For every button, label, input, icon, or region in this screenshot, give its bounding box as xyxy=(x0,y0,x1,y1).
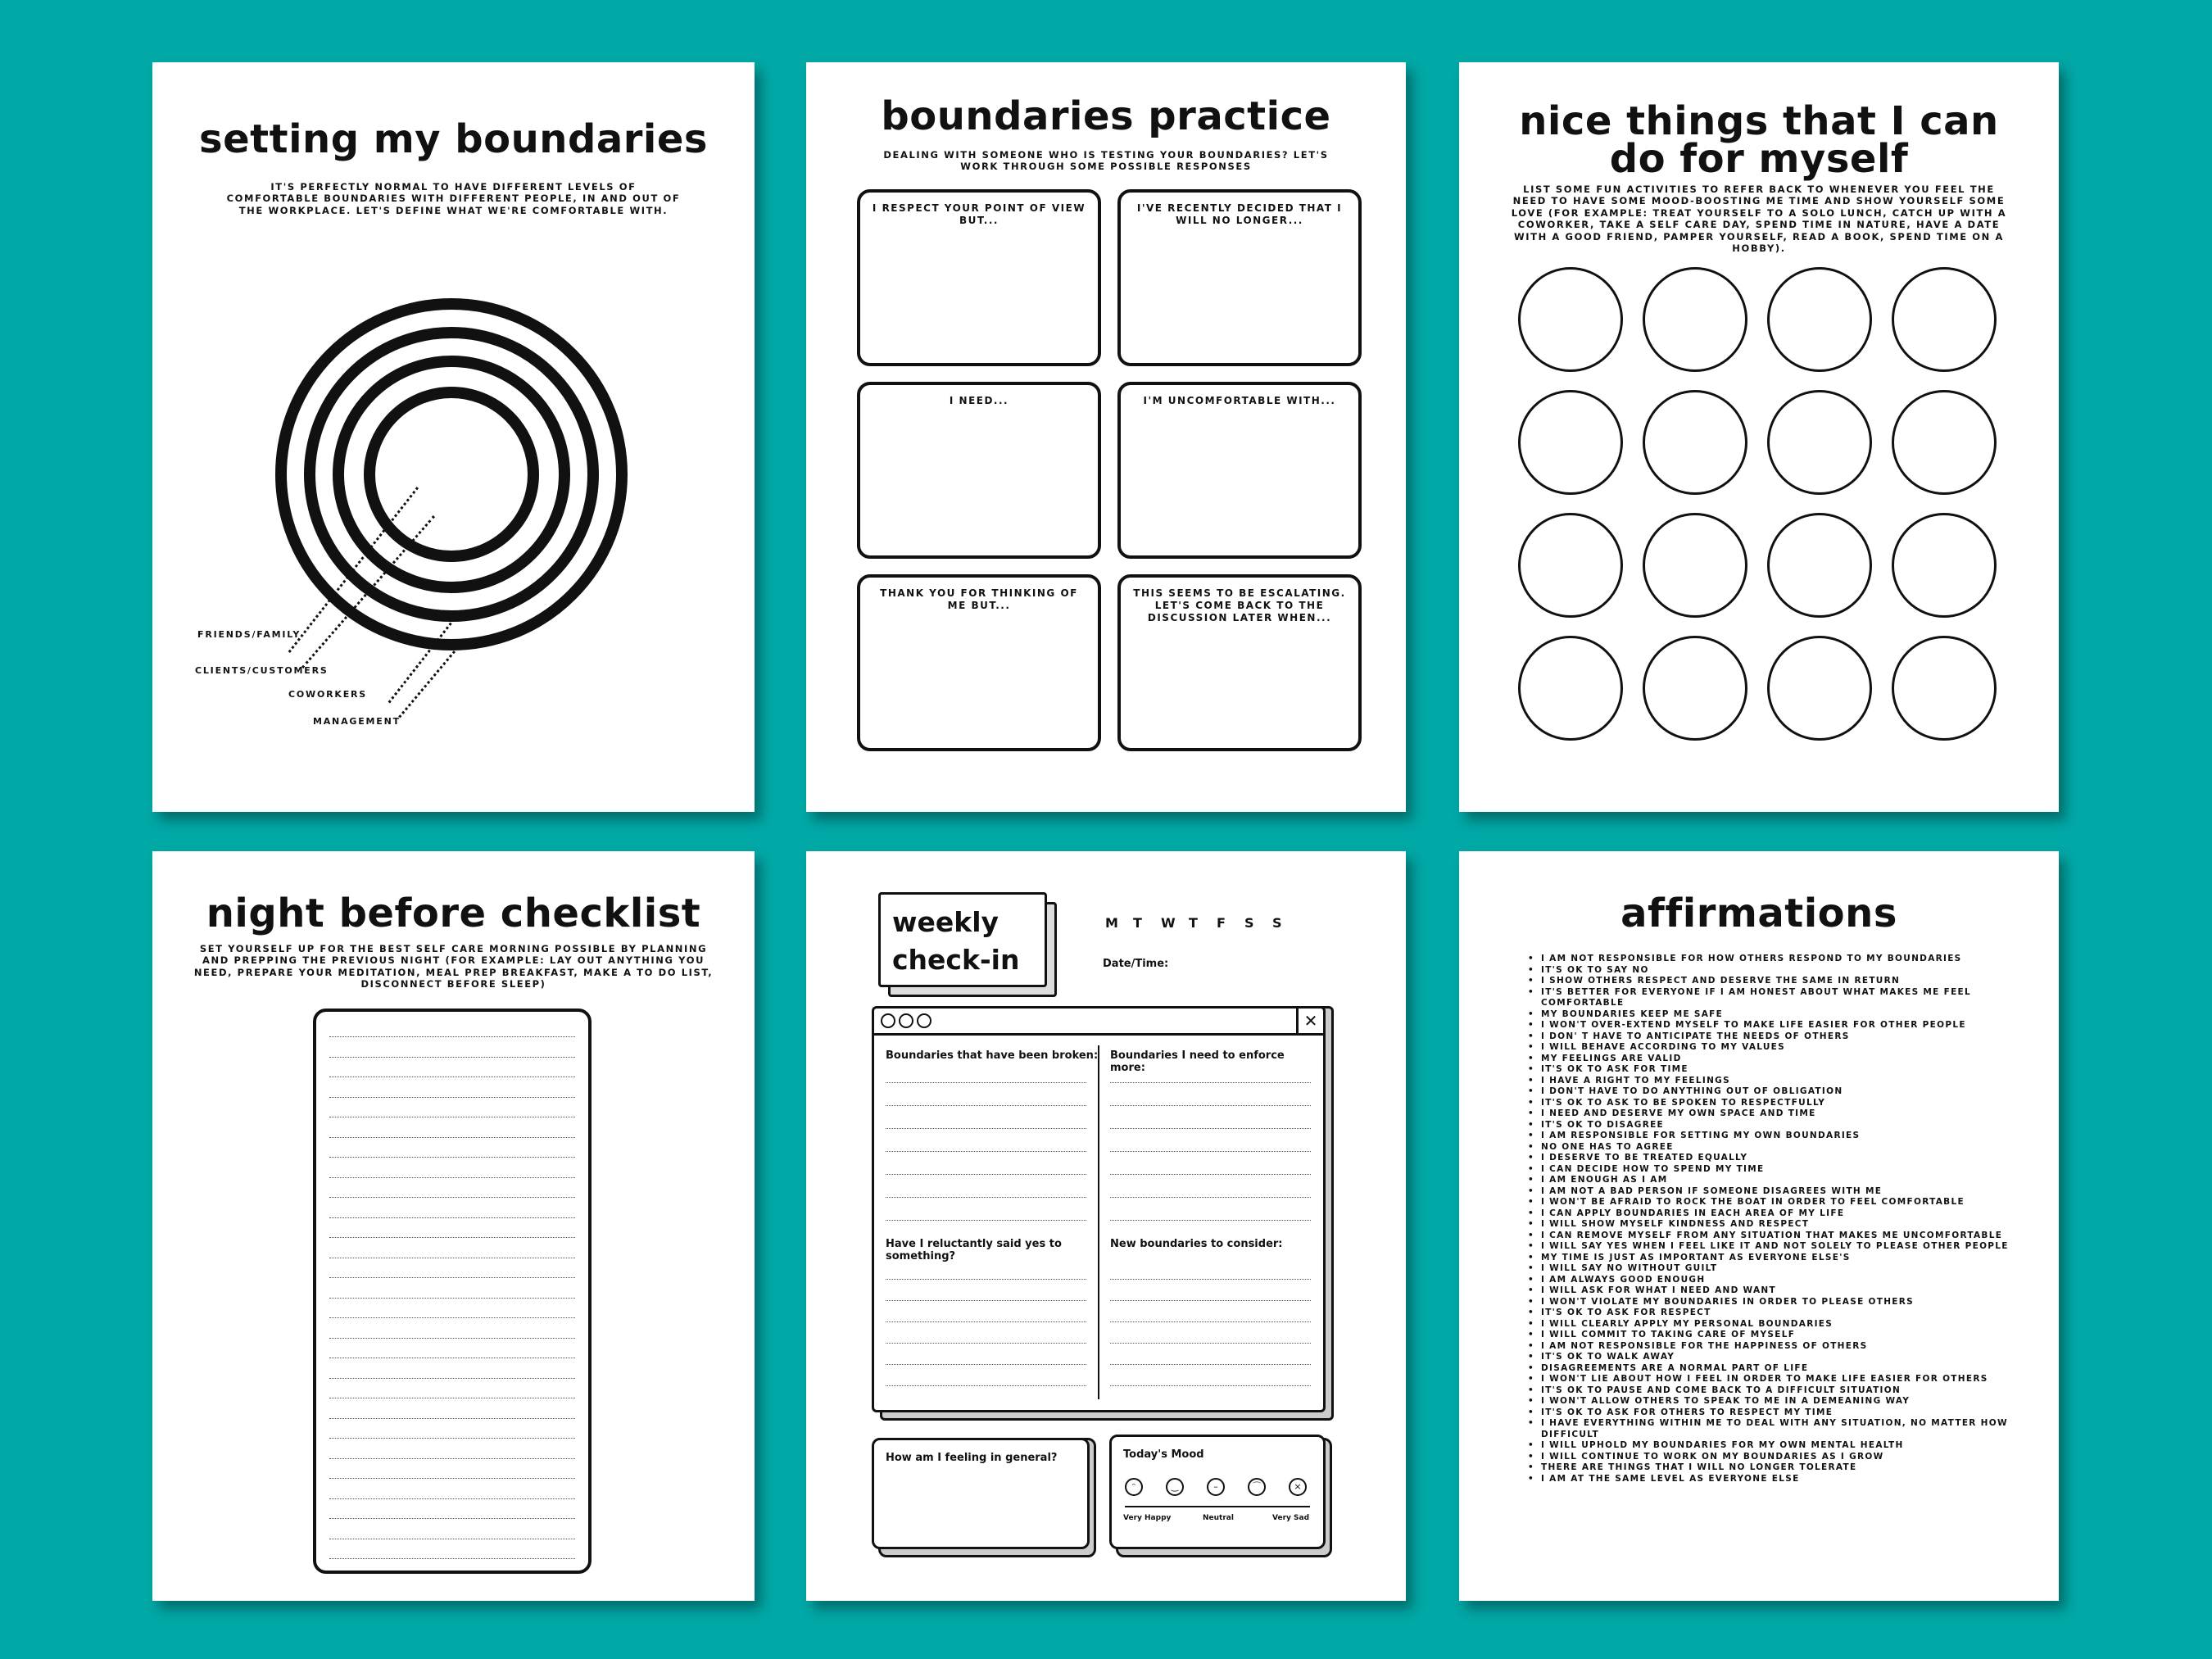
close-icon[interactable]: ✕ xyxy=(1296,1009,1323,1033)
neutral-face-icon[interactable]: – xyxy=(1207,1478,1225,1496)
checklist-line xyxy=(329,1498,575,1499)
label-management: MANAGEMENT xyxy=(313,716,401,727)
affirmation-item: • I WILL COMMIT TO TAKING CARE OF MYSELF xyxy=(1528,1330,2019,1341)
affirmation-item: • MY FEELINGS ARE VALID xyxy=(1528,1054,2019,1065)
writing-line xyxy=(1110,1343,1311,1344)
mood-label-very-sad: Very Sad xyxy=(1272,1514,1310,1522)
writing-line xyxy=(886,1343,1086,1344)
window-dot-icon xyxy=(881,1013,895,1028)
writing-line xyxy=(886,1082,1086,1083)
affirmation-item: • I WILL ASK FOR WHAT I NEED AND WANT xyxy=(1528,1285,2019,1297)
affirmation-item: • I NEED AND DESERVE MY OWN SPACE AND TIME xyxy=(1528,1108,2019,1120)
title-line-2: check-in xyxy=(892,944,1020,976)
writing-line xyxy=(886,1105,1086,1106)
writing-line xyxy=(1110,1279,1311,1280)
writing-line xyxy=(1110,1151,1311,1152)
checklist-line xyxy=(329,1097,575,1098)
window-dot-icon xyxy=(899,1013,913,1028)
checklist-line xyxy=(329,1378,575,1379)
weekday-letter[interactable]: T xyxy=(1189,915,1198,931)
writing-line xyxy=(886,1385,1086,1386)
writing-line xyxy=(1110,1128,1311,1129)
writing-line xyxy=(886,1220,1086,1221)
writing-line xyxy=(886,1197,1086,1198)
box-label: I'VE RECENTLY DECIDED THAT I WILL NO LONGER... xyxy=(1136,202,1343,226)
affirmation-item: • I DON' T HAVE TO ANTICIPATE THE NEEDS OF OTHERS xyxy=(1528,1031,2019,1043)
writing-line xyxy=(1110,1220,1311,1221)
affirmation-item: • I SHOW OTHERS RESPECT AND DESERVE THE SAME IN RETURN xyxy=(1528,976,2019,987)
leader-line xyxy=(398,650,456,718)
affirmation-item: • MY BOUNDARIES KEEP ME SAFE xyxy=(1528,1009,2019,1021)
sad-face-icon[interactable]: ⌒ xyxy=(1248,1478,1266,1496)
box-label: THIS SEEMS TO BE ESCALATING. LET'S COME BACK TO THE DISCUSSION LATER WHEN... xyxy=(1133,587,1346,623)
checklist-line xyxy=(329,1317,575,1318)
writing-line xyxy=(1110,1321,1311,1322)
window-divider xyxy=(1098,1045,1099,1399)
box-label: I NEED... xyxy=(949,395,1009,406)
affirmation-item: • IT'S OK TO ASK FOR RESPECT xyxy=(1528,1308,2019,1319)
writing-line xyxy=(1110,1082,1311,1083)
response-box[interactable] xyxy=(1117,574,1362,751)
checklist-line xyxy=(329,1338,575,1339)
affirmation-item: • I AM NOT A BAD PERSON IF SOMEONE DISAGREES WITH ME xyxy=(1528,1186,2019,1198)
writing-line xyxy=(886,1174,1086,1175)
page-intro: LIST SOME FUN ACTIVITIES TO REFER BACK TO WHENEVER YOU FEEL THE NEED TO HAVE SOME MOOD-BOOSTING ME TIME AND SHOW YOURSELF SOME LOVE (FOR EXAMPLE: TREAT YOURSELF TO A SOLO LUNCH, CATCH UP WITH A COWORKER, TAKE A SELF CARE DAY, SPEND TIME IN NATURE, HAVE A DATE WITH A GOOD FRIEND, PAMPER YOURSELF, READ A BOOK, SPEND TIME ON A HOBBY). xyxy=(1511,184,2007,254)
question-broken: Boundaries that have been broken: xyxy=(886,1049,1099,1062)
label-clients-customers: CLIENTS/CUSTOMERS xyxy=(195,665,329,676)
affirmation-item: • I WILL SAY NO WITHOUT GUILT xyxy=(1528,1263,2019,1275)
activity-circle[interactable] xyxy=(1518,390,1623,495)
question-reluctant-yes: Have I reluctantly said yes to something? xyxy=(886,1238,1062,1262)
weekday-letter[interactable]: T xyxy=(1133,915,1142,931)
writing-line xyxy=(886,1279,1086,1280)
window-dot-icon xyxy=(917,1013,931,1028)
checklist-line xyxy=(329,1157,575,1158)
affirmation-item: • I HAVE A RIGHT TO MY FEELINGS xyxy=(1528,1076,2019,1087)
affirmation-item: • IT'S OK TO SAY NO xyxy=(1528,965,2019,977)
affirmation-item: • I WON'T VIOLATE MY BOUNDARIES IN ORDER TO PLEASE OTHERS xyxy=(1528,1297,2019,1308)
affirmation-item: • I AM RESPONSIBLE FOR SETTING MY OWN BOUNDARIES xyxy=(1528,1131,2019,1142)
affirmation-item: • I WON'T OVER-EXTEND MYSELF TO MAKE LIFE EASIER FOR OTHER PEOPLE xyxy=(1528,1020,2019,1031)
mood-scale-line xyxy=(1125,1506,1310,1507)
writing-line xyxy=(1110,1364,1311,1365)
checklist-line xyxy=(329,1177,575,1178)
mood-label-neutral: Neutral xyxy=(1203,1514,1234,1522)
label-coworkers: COWORKERS xyxy=(288,689,368,700)
affirmation-item: • I WILL SAY YES WHEN I FEEL LIKE IT AND NOT SOLELY TO PLEASE OTHER PEOPLE xyxy=(1528,1241,2019,1253)
window-titlebar xyxy=(874,1009,1323,1036)
checklist-line xyxy=(329,1298,575,1299)
question-feeling: How am I feeling in general? xyxy=(886,1452,1058,1464)
page-title: night before checklist xyxy=(206,891,701,936)
checklist-line xyxy=(329,1458,575,1459)
title-card xyxy=(878,892,1047,987)
writing-line xyxy=(886,1151,1086,1152)
activity-circle[interactable] xyxy=(1892,267,1997,372)
writing-line xyxy=(1110,1197,1311,1198)
page-intro: SET YOURSELF UP FOR THE BEST SELF CARE MORNING POSSIBLE BY PLANNING AND PREPPING THE PREVIOUS NIGHT (FOR EXAMPLE: LAY OUT ANYTHING YOU NEED, PREPARE YOUR MEDITATION, MEAL PREP BREAKFAST, MAKE A TO DO LIST, DISCONNECT BEFORE SLEEP) xyxy=(193,943,714,990)
writing-line xyxy=(886,1128,1086,1129)
affirmation-item: • IT'S OK TO DISAGREE xyxy=(1528,1120,2019,1131)
affirmation-item: • I AM AT THE SAME LEVEL AS EVERYONE ELSE xyxy=(1528,1474,2019,1485)
checklist-line xyxy=(329,1197,575,1198)
writing-line xyxy=(1110,1300,1311,1301)
activity-circle[interactable] xyxy=(1643,390,1747,495)
box-label: I RESPECT YOUR POINT OF VIEW BUT... xyxy=(872,202,1086,226)
activity-circle[interactable] xyxy=(1892,513,1997,618)
page-title: setting my boundaries xyxy=(199,116,708,162)
affirmation-item: • I AM ENOUGH AS I AM xyxy=(1528,1175,2019,1186)
checklist-line xyxy=(329,1558,575,1559)
affirmation-item: • I CAN REMOVE MYSELF FROM ANY SITUATION THAT MAKES ME UNCOMFORTABLE xyxy=(1528,1231,2019,1242)
mood-title: Today's Mood xyxy=(1123,1448,1204,1461)
affirmation-item: • I HAVE EVERYTHING WITHIN ME TO DEAL WITH ANY SITUATION, NO MATTER HOW DIFFICULT xyxy=(1528,1418,2019,1440)
activity-circle[interactable] xyxy=(1643,267,1747,372)
writing-line xyxy=(1110,1105,1311,1106)
affirmation-item: • IT'S OK TO ASK TO BE SPOKEN TO RESPECTFULLY xyxy=(1528,1098,2019,1109)
page-title: boundaries practice xyxy=(881,93,1331,139)
affirmation-item: • I AM ALWAYS GOOD ENOUGH xyxy=(1528,1275,2019,1286)
affirmation-item: • I DON'T HAVE TO DO ANYTHING OUT OF OBLIGATION xyxy=(1528,1086,2019,1098)
activity-circle[interactable] xyxy=(1892,390,1997,495)
page-title: affirmations xyxy=(1620,891,1897,936)
page-title: nice things that I can do for myself xyxy=(1519,98,1999,182)
weekday-letter[interactable]: W xyxy=(1161,915,1176,931)
activity-circle[interactable] xyxy=(1767,390,1872,495)
writing-line xyxy=(886,1321,1086,1322)
affirmation-item: • I WILL UPHOLD MY BOUNDARIES FOR MY OWN MENTAL HEALTH xyxy=(1528,1440,2019,1452)
box-label: THANK YOU FOR THINKING OF ME BUT... xyxy=(880,587,1078,611)
response-box[interactable] xyxy=(1117,189,1362,366)
affirmation-item: • I WON'T LIE ABOUT HOW I FEEL IN ORDER TO MAKE LIFE EASIER FOR OTHERS xyxy=(1528,1374,2019,1385)
page-boundaries-practice xyxy=(806,62,1406,812)
affirmation-item: • I WILL CONTINUE TO WORK ON MY BOUNDARIES AS I GROW xyxy=(1528,1452,2019,1463)
writing-line xyxy=(1110,1174,1311,1175)
checklist-line xyxy=(329,1057,575,1058)
affirmation-item: • IT'S OK TO WALK AWAY xyxy=(1528,1352,2019,1363)
activity-circle[interactable] xyxy=(1767,513,1872,618)
affirmation-item: • I CAN DECIDE HOW TO SPEND MY TIME xyxy=(1528,1164,2019,1176)
response-box[interactable] xyxy=(1117,382,1362,559)
weekday-letter[interactable]: M xyxy=(1105,915,1118,931)
page-setting-my-boundaries xyxy=(152,62,755,812)
checklist-line xyxy=(329,1036,575,1037)
affirmation-item: • IT'S OK TO ASK FOR TIME xyxy=(1528,1064,2019,1076)
weekday-letter[interactable]: S xyxy=(1272,915,1282,931)
checklist-line xyxy=(329,1237,575,1238)
activity-circle[interactable] xyxy=(1643,513,1747,618)
page-nice-things xyxy=(1459,62,2059,812)
writing-line xyxy=(886,1364,1086,1365)
affirmation-item: • NO ONE HAS TO AGREE xyxy=(1528,1142,2019,1154)
activity-circle[interactable] xyxy=(1767,267,1872,372)
activity-circle[interactable] xyxy=(1643,636,1747,741)
mood-label-very-happy: Very Happy xyxy=(1123,1514,1172,1522)
response-box[interactable] xyxy=(857,382,1101,559)
date-time-label: Date/Time: xyxy=(1103,958,1169,970)
affirmation-item: • I AM NOT RESPONSIBLE FOR THE HAPPINESS OF OTHERS xyxy=(1528,1341,2019,1353)
affirmation-item: • IT'S OK TO PAUSE AND COME BACK TO A DIFFICULT SITUATION xyxy=(1528,1385,2019,1397)
checklist-line xyxy=(329,1217,575,1218)
affirmation-item: • I WILL CLEARLY APPLY MY PERSONAL BOUNDARIES xyxy=(1528,1319,2019,1330)
checklist-line xyxy=(329,1137,575,1138)
checklist-line xyxy=(329,1418,575,1419)
weekday-letter[interactable]: F xyxy=(1217,915,1226,931)
affirmation-item: • I AM NOT RESPONSIBLE FOR HOW OTHERS RESPOND TO MY BOUNDARIES xyxy=(1528,954,2019,965)
page-intro: DEALING WITH SOMEONE WHO IS TESTING YOUR BOUNDARIES? LET'S WORK THROUGH SOME POSSIBLE RESPONSES xyxy=(883,149,1329,173)
page-weekly-check-in xyxy=(806,851,1406,1601)
affirmation-item: • MY TIME IS JUST AS IMPORTANT AS EVERYONE ELSE'S xyxy=(1528,1253,2019,1264)
checklist-line xyxy=(329,1438,575,1439)
question-enforce: Boundaries I need to enforce more: xyxy=(1110,1049,1285,1074)
label-friends-family: FRIENDS/FAMILY xyxy=(197,629,301,640)
activity-circle[interactable] xyxy=(1767,636,1872,741)
affirmation-item: • I WON'T ALLOW OTHERS TO SPEAK TO ME IN A DEMEANING WAY xyxy=(1528,1396,2019,1407)
feeling-box[interactable] xyxy=(872,1438,1090,1549)
box-label: I'M UNCOMFORTABLE WITH... xyxy=(1143,395,1336,406)
affirmation-item: • IT'S OK TO ASK FOR OTHERS TO RESPECT MY TIME xyxy=(1528,1407,2019,1419)
activity-circle[interactable] xyxy=(1518,267,1623,372)
mood-box xyxy=(1109,1435,1326,1549)
affirmation-item: • I WON'T BE AFRAID TO ROCK THE BOAT IN ORDER TO FEEL COMFORTABLE xyxy=(1528,1197,2019,1208)
affirmation-item: • I WILL SHOW MYSELF KINDNESS AND RESPECT xyxy=(1528,1219,2019,1231)
checklist-line xyxy=(329,1277,575,1278)
activity-circle[interactable] xyxy=(1518,513,1623,618)
checklist-line xyxy=(329,1518,575,1519)
affirmation-item: • THERE ARE THINGS THAT I WILL NO LONGER TOLERATE xyxy=(1528,1462,2019,1474)
affirmation-item: • I WILL BEHAVE ACCORDING TO MY VALUES xyxy=(1528,1042,2019,1054)
response-box[interactable] xyxy=(857,189,1101,366)
page-night-before-checklist xyxy=(152,851,755,1601)
title-line-1: weekly xyxy=(892,906,999,938)
question-new-boundaries: New boundaries to consider: xyxy=(1110,1238,1283,1250)
checklist-box[interactable] xyxy=(313,1009,592,1574)
writing-line xyxy=(1110,1385,1311,1386)
activity-circle[interactable] xyxy=(1518,636,1623,741)
writing-line xyxy=(886,1300,1086,1301)
page-affirmations xyxy=(1459,851,2059,1601)
affirmation-item: • I CAN APPLY BOUNDARIES IN EACH AREA OF MY LIFE xyxy=(1528,1208,2019,1220)
happy-face-icon[interactable]: ‿ xyxy=(1166,1478,1184,1496)
activity-circle[interactable] xyxy=(1892,636,1997,741)
affirmation-item: • I DESERVE TO BE TREATED EQUALLY xyxy=(1528,1153,2019,1164)
very-sad-face-icon[interactable]: × xyxy=(1289,1478,1307,1496)
weekday-letter[interactable]: S xyxy=(1244,915,1254,931)
check-in-window xyxy=(872,1006,1326,1412)
affirmation-item: • IT'S BETTER FOR EVERYONE IF I AM HONEST ABOUT WHAT MAKES ME FEEL COMFORTABLE xyxy=(1528,987,2019,1009)
checklist-line xyxy=(329,1478,575,1479)
response-box[interactable] xyxy=(857,574,1101,751)
affirmation-item: • DISAGREEMENTS ARE A NORMAL PART OF LIFE xyxy=(1528,1363,2019,1375)
affirmation-list xyxy=(1528,954,2019,1484)
ring-friends xyxy=(364,387,539,562)
very-happy-face-icon[interactable]: ᵔ xyxy=(1125,1478,1143,1496)
page-intro: IT'S PERFECTLY NORMAL TO HAVE DIFFERENT LEVELS OF COMFORTABLE BOUNDARIES WITH DIFFERENT PEOPLE, IN AND OUT OF THE WORKPLACE. LET'S DEFINE WHAT WE'RE COMFORTABLE WITH. xyxy=(226,181,681,216)
